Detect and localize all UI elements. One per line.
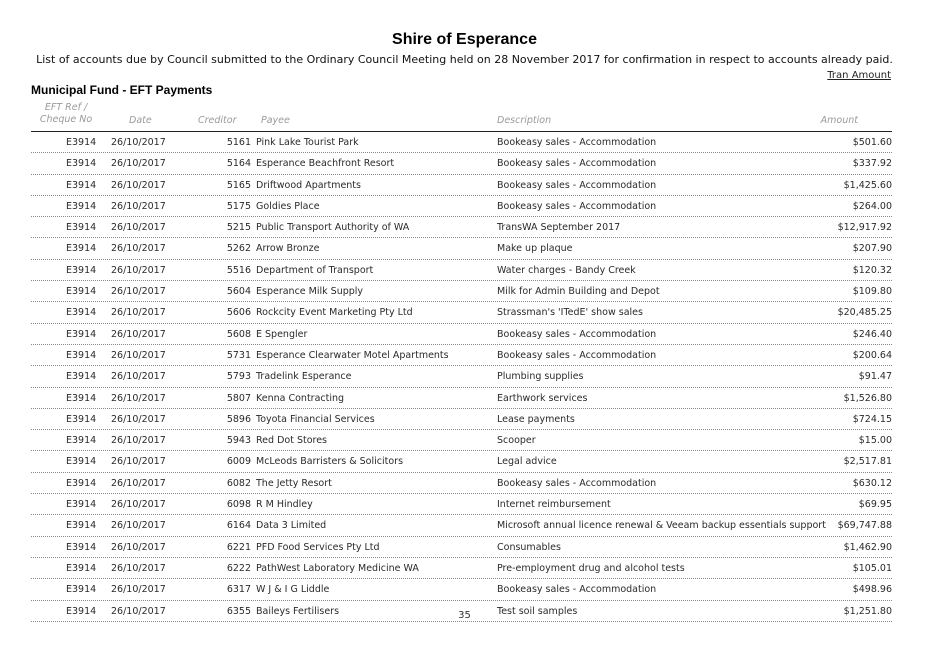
cell-date: 26/10/2017 [111, 605, 166, 617]
cell-payee: Goldies Place [256, 200, 320, 212]
cell-date: 26/10/2017 [111, 349, 166, 361]
cell-creditor: 5896 [226, 413, 251, 425]
cell-payee: Department of Transport [256, 264, 374, 276]
cell-eft-ref: E3914 [66, 200, 97, 212]
table-row [31, 302, 892, 323]
cell-description: Lease payments [497, 413, 575, 425]
cell-creditor: 5604 [226, 286, 251, 298]
cell-payee: R M Hindley [256, 499, 313, 511]
table-row [31, 388, 892, 409]
cell-eft-ref: E3914 [66, 456, 97, 468]
cell-creditor: 5262 [226, 243, 251, 255]
cell-payee: McLeods Barristers & Solicitors [256, 456, 404, 468]
cell-description: Microsoft annual licence renewal & Veeam backup essentials support [497, 520, 826, 532]
cell-date: 26/10/2017 [111, 435, 166, 447]
table-row [31, 281, 892, 302]
column-header-creditor: Creditor [198, 115, 237, 126]
table-row [31, 515, 892, 536]
column-header-payee: Payee [261, 115, 290, 126]
cell-payee: Rockcity Event Marketing Pty Ltd [256, 307, 413, 319]
cell-description: Bookeasy sales - Accommodation [497, 158, 657, 170]
cell-eft-ref: E3914 [66, 222, 97, 234]
cell-date: 26/10/2017 [111, 200, 166, 212]
cell-creditor: 5161 [226, 137, 251, 148]
cell-creditor: 5165 [226, 179, 251, 191]
cell-amount: $69.95 [858, 499, 892, 511]
cell-amount: $246.40 [852, 328, 892, 340]
cell-date: 26/10/2017 [111, 456, 166, 468]
cell-creditor: 6317 [226, 584, 251, 596]
cell-description: Earthwork services [497, 392, 588, 404]
tran-amount-label: Tran Amount [827, 70, 891, 81]
fund-heading: Municipal Fund - EFT Payments [31, 83, 213, 97]
cell-amount: $1,526.80 [843, 392, 892, 404]
cell-amount: $12,917.92 [837, 222, 892, 234]
table-row [31, 494, 892, 515]
cell-amount: $264.00 [852, 200, 892, 212]
cell-date: 26/10/2017 [111, 179, 166, 191]
cell-creditor: 5516 [226, 264, 251, 276]
column-header-description: Description [497, 115, 552, 126]
cell-creditor: 5164 [226, 158, 251, 170]
cell-description: Pre-employment drug and alcohol tests [497, 562, 685, 574]
table-row [31, 409, 892, 430]
cell-date: 26/10/2017 [111, 307, 166, 319]
cell-amount: $498.96 [852, 584, 892, 596]
cell-date: 26/10/2017 [111, 137, 166, 148]
payments-table-body [31, 132, 892, 622]
cell-creditor: 6098 [226, 499, 251, 511]
cheque-no-label: Cheque No [39, 114, 93, 125]
cell-creditor: 6355 [226, 605, 251, 617]
cell-payee: Toyota Financial Services [256, 413, 375, 425]
cell-payee: Arrow Bronze [256, 243, 320, 255]
cell-creditor: 5731 [226, 349, 251, 361]
cell-payee: W J & I G Liddle [256, 584, 330, 596]
cell-description: TransWA September 2017 [497, 222, 621, 234]
cell-description: Scooper [497, 435, 536, 447]
cell-amount: $200.64 [852, 349, 892, 361]
table-row [31, 217, 892, 238]
cell-eft-ref: E3914 [66, 137, 97, 148]
cell-payee: Driftwood Apartments [256, 179, 361, 191]
cell-date: 26/10/2017 [111, 584, 166, 596]
cell-date: 26/10/2017 [111, 243, 166, 255]
table-row [31, 366, 892, 387]
cell-eft-ref: E3914 [66, 286, 97, 298]
cell-creditor: 6222 [226, 562, 251, 574]
table-row [31, 558, 892, 579]
table-row [31, 238, 892, 259]
table-row [31, 430, 892, 451]
cell-amount: $15.00 [858, 435, 892, 447]
eft-ref-label: EFT Ref / [44, 102, 88, 113]
cell-date: 26/10/2017 [111, 158, 166, 170]
cell-creditor: 5175 [226, 200, 251, 212]
cell-eft-ref: E3914 [66, 541, 97, 553]
table-row [31, 451, 892, 472]
cell-date: 26/10/2017 [111, 499, 166, 511]
cell-description: Bookeasy sales - Accommodation [497, 584, 657, 596]
cell-payee: Kenna Contracting [256, 392, 345, 404]
cell-payee: Data 3 Limited [256, 520, 327, 532]
cell-creditor: 6221 [226, 541, 251, 553]
cell-payee: PathWest Laboratory Medicine WA [256, 562, 419, 574]
table-row [31, 260, 892, 281]
cell-creditor: 6164 [226, 520, 251, 532]
cell-creditor: 5943 [226, 435, 251, 447]
cell-description: Milk for Admin Building and Depot [497, 286, 660, 298]
cell-payee: The Jetty Resort [256, 477, 332, 489]
cell-payee: Esperance Clearwater Motel Apartments [256, 349, 449, 361]
cell-description: Internet reimbursement [497, 499, 611, 511]
table-row [31, 324, 892, 345]
cell-eft-ref: E3914 [66, 499, 97, 511]
cell-eft-ref: E3914 [66, 307, 97, 319]
page-subtitle: List of accounts due by Council submitted to the Ordinary Council Meeting held on 28 November 2017 for confirmation in respect to accounts already paid. [36, 53, 893, 66]
cell-eft-ref: E3914 [66, 562, 97, 574]
cell-eft-ref: E3914 [66, 520, 97, 532]
cell-payee: Pink Lake Tourist Park [256, 137, 359, 148]
cell-amount: $207.90 [852, 243, 892, 255]
cell-amount: $120.32 [852, 264, 892, 276]
cell-date: 26/10/2017 [111, 562, 166, 574]
cell-amount: $2,517.81 [843, 456, 892, 468]
cell-description: Bookeasy sales - Accommodation [497, 179, 657, 191]
cell-payee: Baileys Fertilisers [256, 605, 340, 617]
cell-description: Bookeasy sales - Accommodation [497, 200, 657, 212]
cell-eft-ref: E3914 [66, 179, 97, 191]
cell-date: 26/10/2017 [111, 264, 166, 276]
table-row [31, 345, 892, 366]
cell-eft-ref: E3914 [66, 584, 97, 596]
cell-amount: $501.60 [852, 137, 892, 148]
cell-amount: $20,485.25 [837, 307, 892, 319]
table-row [31, 175, 892, 196]
cell-eft-ref: E3914 [66, 477, 97, 489]
cell-description: Bookeasy sales - Accommodation [497, 349, 657, 361]
table-header [31, 101, 892, 132]
cell-date: 26/10/2017 [111, 477, 166, 489]
column-header-eft-ref [36, 102, 96, 126]
table-row [31, 153, 892, 174]
cell-date: 26/10/2017 [111, 328, 166, 340]
page-number: 35 [458, 610, 471, 621]
cell-payee: Red Dot Stores [256, 435, 327, 447]
cell-description: Bookeasy sales - Accommodation [497, 137, 657, 148]
cell-eft-ref: E3914 [66, 158, 97, 170]
cell-amount: $105.01 [852, 562, 892, 574]
table-row [31, 579, 892, 600]
cell-description: Strassman's 'ITedE' show sales [497, 307, 643, 319]
cell-description: Consumables [497, 541, 561, 553]
cell-eft-ref: E3914 [66, 243, 97, 255]
cell-eft-ref: E3914 [66, 435, 97, 447]
cell-date: 26/10/2017 [111, 413, 166, 425]
cell-payee: E Spengler [256, 328, 308, 340]
cell-payee: PFD Food Services Pty Ltd [256, 541, 380, 553]
cell-creditor: 5608 [226, 328, 251, 340]
cell-amount: $1,251.80 [843, 605, 892, 617]
cell-creditor: 6009 [226, 456, 251, 468]
cell-amount: $724.15 [852, 413, 892, 425]
table-row [31, 132, 892, 153]
cell-date: 26/10/2017 [111, 286, 166, 298]
cell-amount: $109.80 [852, 286, 892, 298]
cell-payee: Tradelink Esperance [256, 371, 352, 383]
cell-eft-ref: E3914 [66, 605, 97, 617]
cell-eft-ref: E3914 [66, 328, 97, 340]
table-row [31, 196, 892, 217]
cell-payee: Esperance Milk Supply [256, 286, 364, 298]
cell-date: 26/10/2017 [111, 520, 166, 532]
cell-amount: $630.12 [852, 477, 892, 489]
cell-amount: $69,747.88 [837, 520, 892, 532]
cell-description: Plumbing supplies [497, 371, 584, 383]
cell-description: Test soil samples [497, 605, 578, 617]
cell-creditor: 5807 [226, 392, 251, 404]
cell-amount: $1,462.90 [843, 541, 892, 553]
cell-creditor: 5793 [226, 371, 251, 383]
column-header-amount: Amount [820, 115, 858, 126]
cell-eft-ref: E3914 [66, 413, 97, 425]
cell-date: 26/10/2017 [111, 392, 166, 404]
cell-description: Water charges - Bandy Creek [497, 264, 636, 276]
page-title: Shire of Esperance [392, 31, 537, 48]
cell-amount: $91.47 [858, 371, 892, 383]
table-row [31, 473, 892, 494]
table-row [31, 537, 892, 558]
cell-amount: $337.92 [852, 158, 892, 170]
cell-date: 26/10/2017 [111, 541, 166, 553]
cell-date: 26/10/2017 [111, 222, 166, 234]
cell-eft-ref: E3914 [66, 349, 97, 361]
cell-amount: $1,425.60 [843, 179, 892, 191]
column-header-date: Date [129, 115, 152, 126]
cell-payee: Public Transport Authority of WA [256, 222, 410, 234]
cell-eft-ref: E3914 [66, 371, 97, 383]
cell-creditor: 5215 [226, 222, 251, 234]
cell-eft-ref: E3914 [66, 392, 97, 404]
cell-description: Bookeasy sales - Accommodation [497, 328, 657, 340]
cell-description: Legal advice [497, 456, 557, 468]
cell-creditor: 5606 [226, 307, 251, 319]
cell-description: Bookeasy sales - Accommodation [497, 477, 657, 489]
cell-creditor: 6082 [226, 477, 251, 489]
cell-payee: Esperance Beachfront Resort [256, 158, 395, 170]
cell-date: 26/10/2017 [111, 371, 166, 383]
cell-eft-ref: E3914 [66, 264, 97, 276]
cell-description: Make up plaque [497, 243, 573, 255]
